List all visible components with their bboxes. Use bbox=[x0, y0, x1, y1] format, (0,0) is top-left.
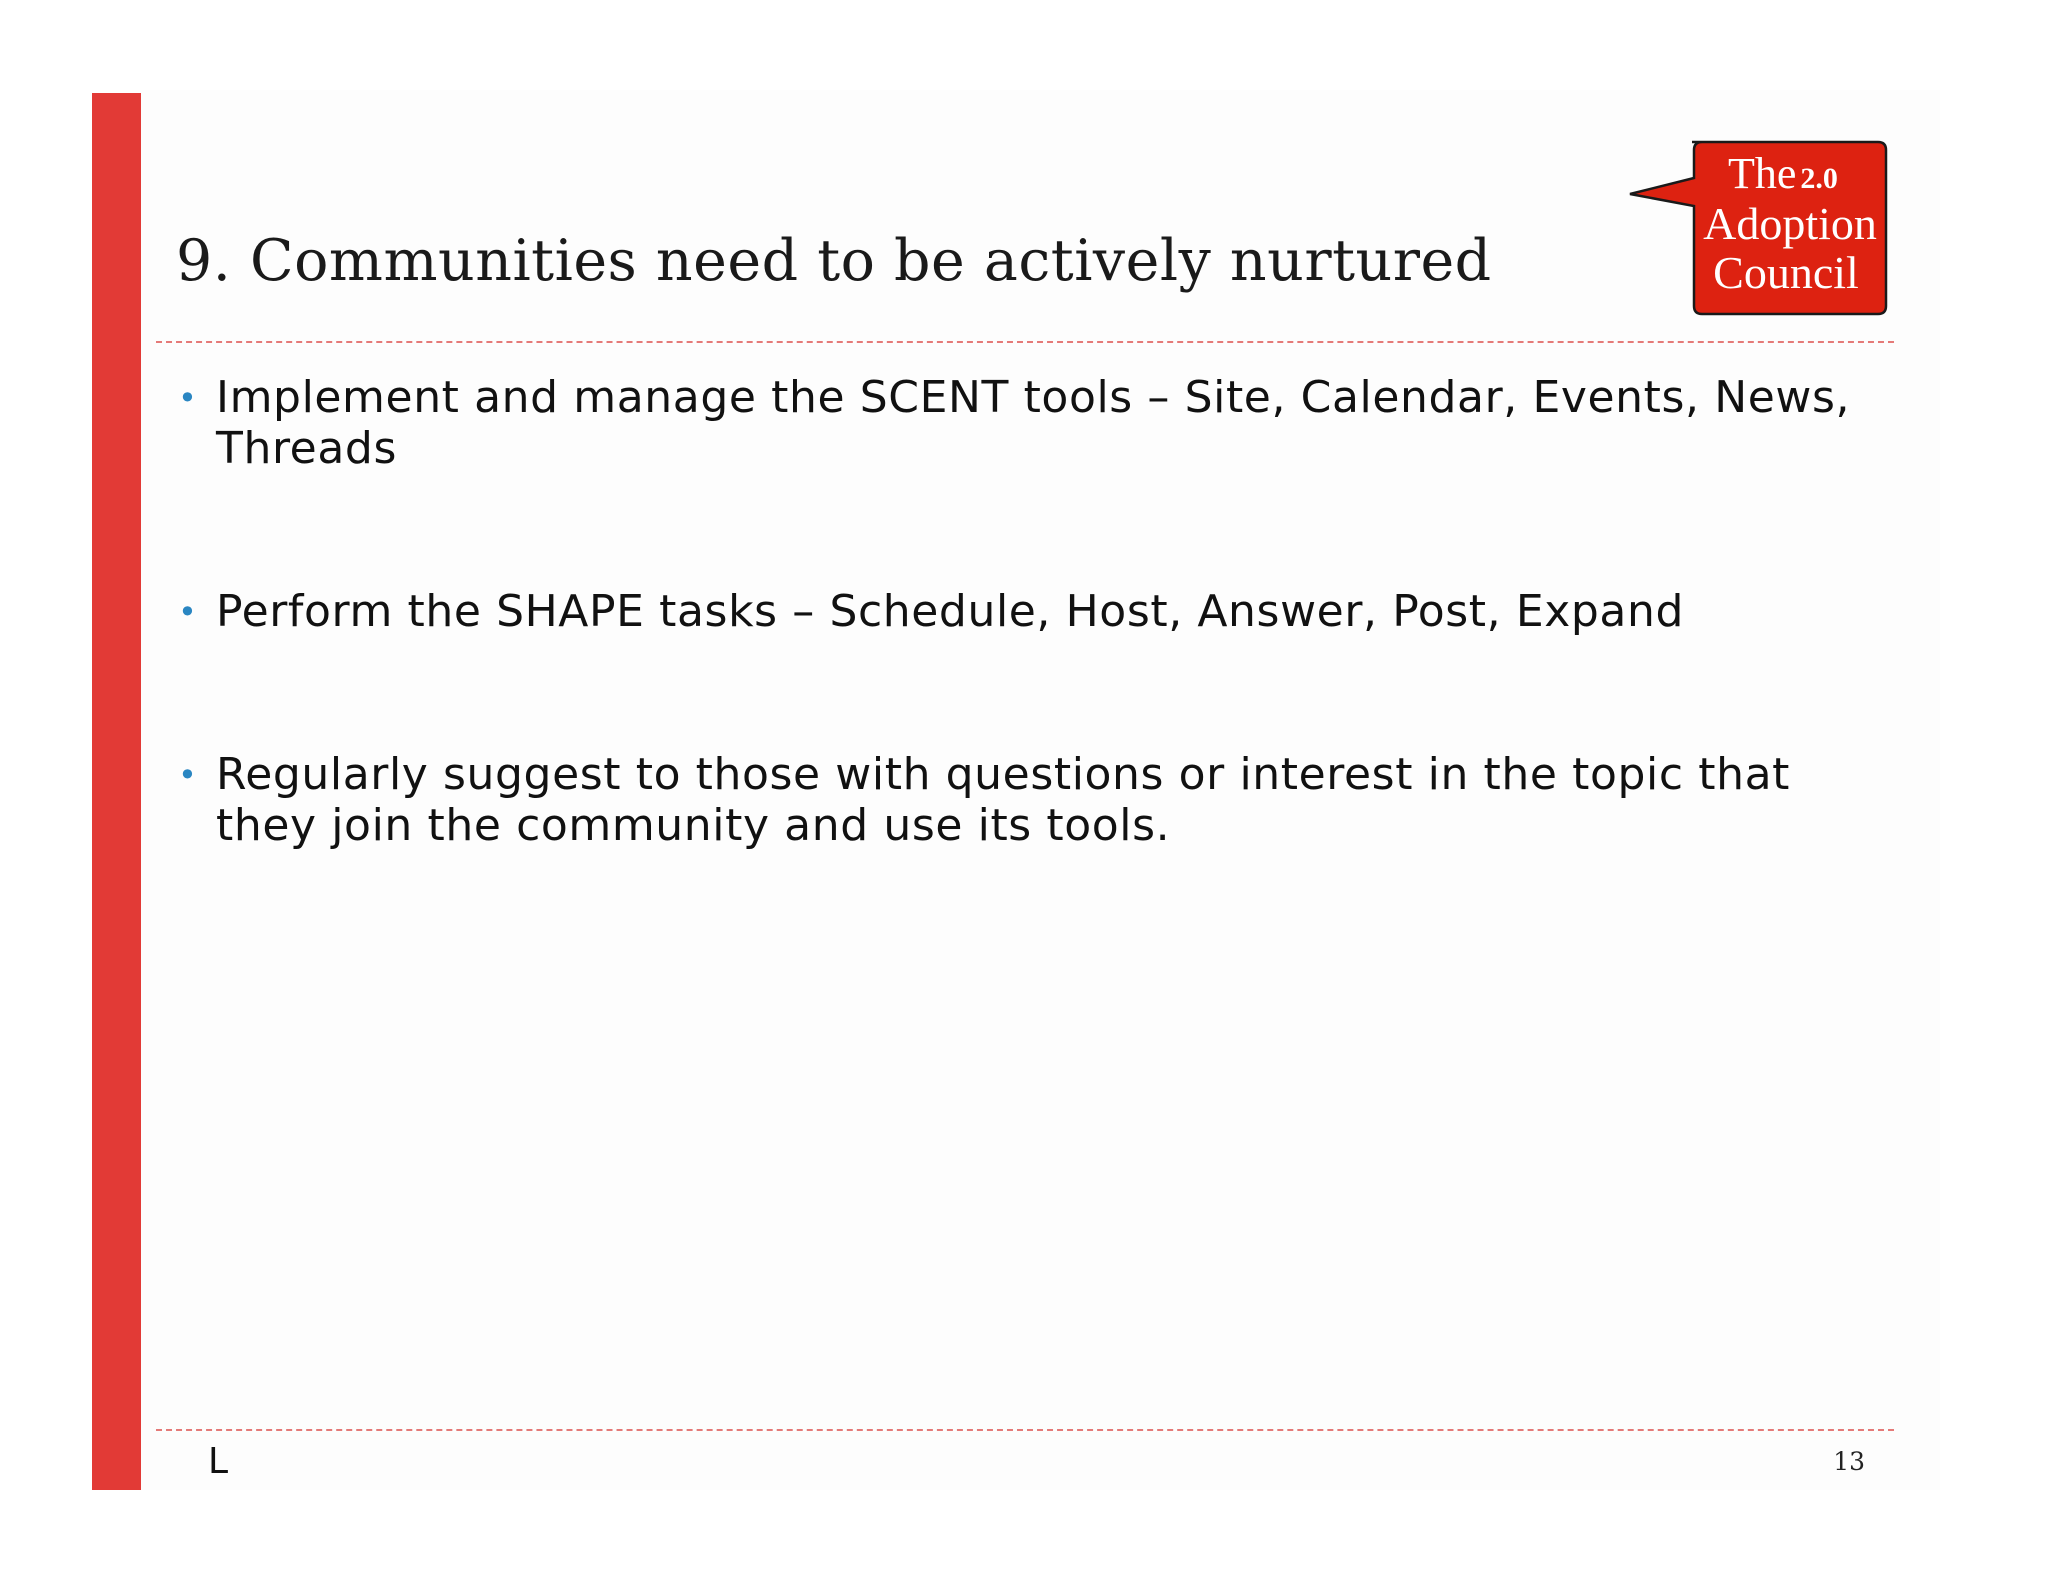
bullet-text: Implement and manage the SCENT tools – Site, Calendar, Events, News, Threads bbox=[216, 372, 1851, 474]
accent-bar bbox=[92, 93, 141, 1490]
logo-line-3: Council bbox=[1713, 247, 1859, 298]
header-divider bbox=[156, 341, 1894, 343]
bullet-item bbox=[176, 586, 1876, 637]
bullet-icon: • bbox=[178, 756, 197, 794]
bullet-text: Perform the SHAPE tasks – Schedule, Host, Answer, Post, Expand bbox=[216, 586, 1684, 637]
logo-line-2: Adoption bbox=[1703, 198, 1877, 249]
slide-title: 9. Communities need to be actively nurtured bbox=[176, 228, 1492, 294]
logo-line-1: The 2.0 bbox=[1728, 149, 1838, 198]
page-number: 13 bbox=[1833, 1447, 1865, 1476]
bullet-item bbox=[176, 372, 1876, 474]
adoption-council-logo bbox=[1628, 138, 1890, 318]
footer-divider bbox=[156, 1429, 1894, 1431]
bullet-icon: • bbox=[178, 379, 197, 417]
bullet-item bbox=[176, 749, 1876, 851]
bullet-icon: • bbox=[178, 593, 197, 631]
footer-marker: L bbox=[208, 1441, 229, 1482]
bullet-text: Regularly suggest to those with questions or interest in the topic that they join the community and use its tools. bbox=[216, 749, 1790, 851]
bullet-list bbox=[176, 372, 1876, 851]
